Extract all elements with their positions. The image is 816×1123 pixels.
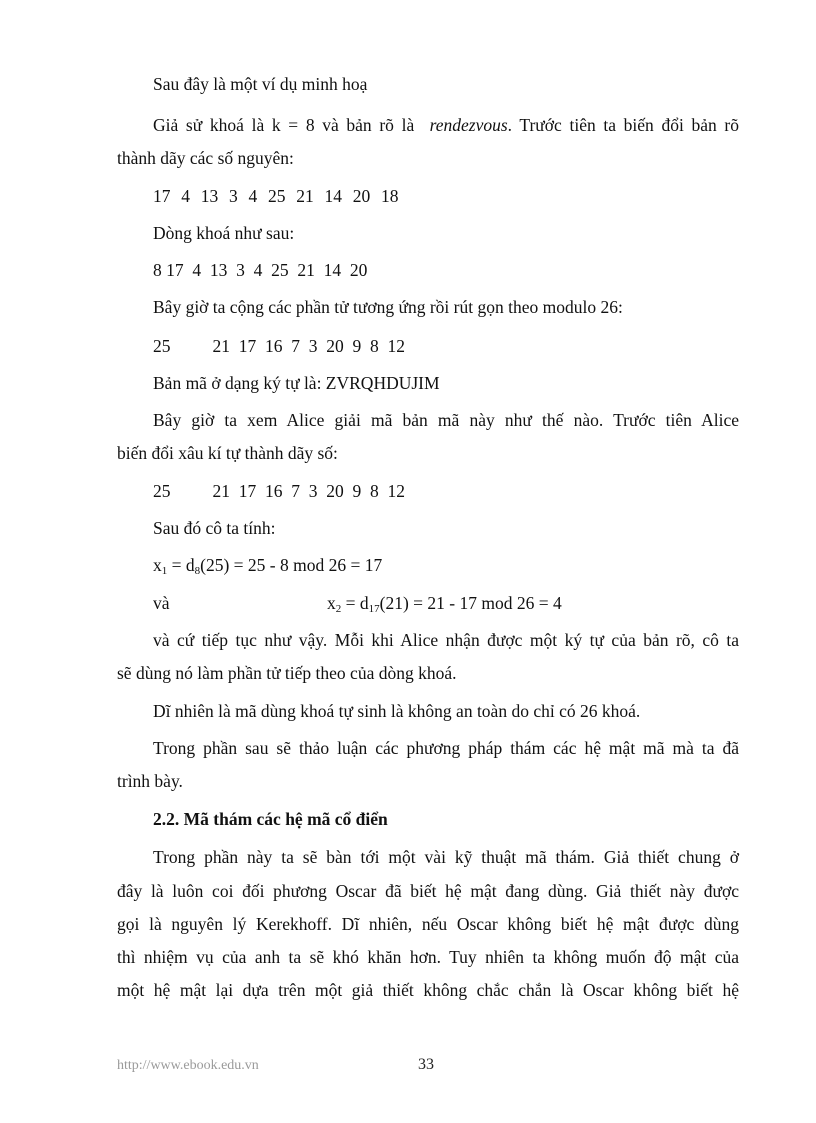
plaintext-word: rendezvous bbox=[429, 115, 508, 135]
equation-2: $x_2 = d_{17}(21) = 21 - 17$ mod 26 = 4 bbox=[327, 593, 562, 615]
keystream-label: Dòng khoá như sau: bbox=[153, 223, 295, 243]
continue-line-1: và cứ tiếp tục như vậy. Mỗi khi Alice nhận được một ký tự của bản rõ, cô ta bbox=[153, 630, 739, 650]
decrypt-line-2: biến đổi xâu kí tự thành dãy số: bbox=[117, 443, 338, 463]
and-label: và bbox=[153, 593, 170, 613]
decrypt-line-1: Bây giờ ta xem Alice giải mã bản mã này như thế nào. Trước tiên Alice bbox=[153, 410, 739, 430]
ciphertext-numbers: 25 21 17 16 7 3 20 9 8 12 bbox=[153, 336, 405, 356]
plaintext-numbers: 17 4 13 3 4 25 21 14 20 18 bbox=[153, 186, 399, 206]
keystream-numbers: 8 17 4 13 3 4 25 21 14 20 bbox=[153, 260, 368, 280]
unsafe-text: Dĩ nhiên là mã dùng khoá tự sinh là không an toàn do chỉ có 26 khoá. bbox=[153, 701, 641, 721]
paragraph-line-2: đây là luôn coi đối phương Oscar đã biết hệ mật đang dùng. Giả thiết này được bbox=[117, 881, 739, 901]
next-section-line-1: Trong phần sau sẽ thảo luận các phương pháp thám các hệ mật mã mà ta đã bbox=[153, 738, 739, 758]
paragraph-line-4: thì nhiệm vụ của anh ta sẽ khó khăn hơn. Tuy nhiên ta không muốn độ mật của bbox=[117, 947, 739, 967]
paragraph-line-5: một hệ mật lại dựa trên một giả thiết không chắc chắn là Oscar không biết hệ bbox=[117, 980, 739, 1000]
ciphertext-numbers-2: 25 21 17 16 7 3 20 9 8 12 bbox=[153, 481, 405, 501]
intro-text: Sau đây là một ví dụ minh hoạ bbox=[153, 74, 368, 94]
continue-line-2: sẽ dùng nó làm phần tử tiếp theo của dòng khoá. bbox=[117, 663, 457, 683]
paragraph-line-3: gọi là nguyên lý Kerekhoff. Dĩ nhiên, nếu Oscar không biết hệ mật được dùng bbox=[117, 914, 739, 934]
footer-url-link[interactable]: http://www.ebook.edu.vn bbox=[117, 1058, 259, 1073]
assume-line-1: Giả sử khoá là k = 8 và bản rõ là rendezvous. Trước tiên ta biến đổi bản rõ bbox=[153, 115, 740, 135]
paragraph-line-1: Trong phần này ta sẽ bàn tới một vài kỹ thuật mã thám. Giả thiết chung ở bbox=[153, 847, 739, 867]
section-heading: 2.2. Mã thám các hệ mã cổ điển bbox=[153, 809, 388, 829]
ciphertext-letters: Bản mã ở dạng ký tự là: ZVRQHDUJIM bbox=[153, 373, 440, 393]
assume-line-2: thành dãy các số nguyên: bbox=[117, 148, 294, 168]
add-mod-text: Bây giờ ta cộng các phần tử tương ứng rồi rút gọn theo modulo 26: bbox=[153, 297, 623, 317]
page-number: 33 bbox=[418, 1056, 434, 1073]
next-section-line-2: trình bày. bbox=[117, 771, 183, 791]
equation-1: $x_1 = d_8(25) = 25 - 8$ mod 26 = 17 bbox=[153, 555, 383, 577]
compute-label: Sau đó cô ta tính: bbox=[153, 518, 276, 538]
